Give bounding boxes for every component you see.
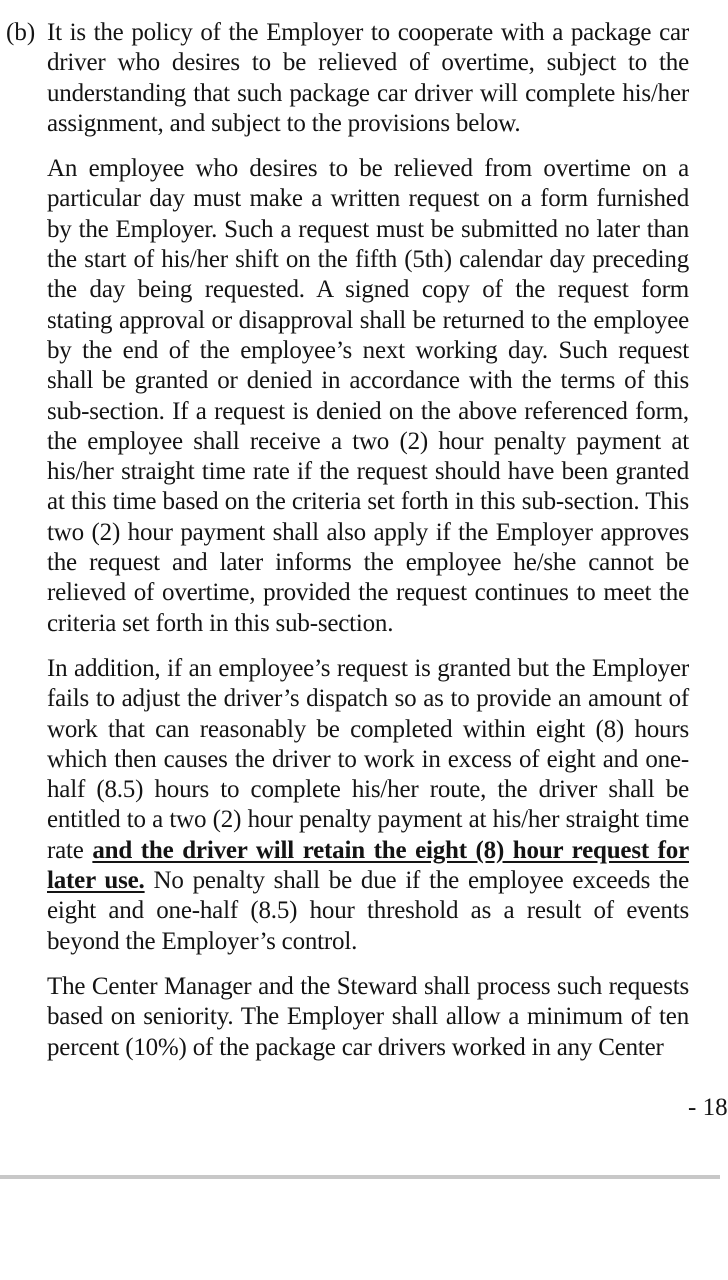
section-body <box>47 18 689 1078</box>
paragraph-seniority: The Center Manager and the Steward shall process such requests based on seniority. The Employer shall allow a minimum of ten percent (10%) of the package car drivers worked in any Center <box>47 972 689 1061</box>
paragraph-request-procedure: An employee who desires to be relieved from overtime on a particular day must make a written request on a form furnished by the Employer. Such a request must be submitted no later than the start of his/her shift on the fifth (5th) calendar day preceding the day being requested. A signed copy of the request form stating approval or disapproval shall be returned to the employee by the end of the employee’s next working day. Such request shall be granted or denied in accordance with the terms of this sub-section. If a request is denied on the above referenced form, the employee shall receive a two (2) hour penalty payment at his/her straight time rate if the request should have been granted at this time based on the criteria set forth in this sub-section. This two (2) hour payment shall also apply if the Employer approves the request and later informs the employee he/she cannot be relieved of overtime, provided the request continues to meet the criteria set forth in this sub-section. <box>47 155 689 637</box>
section-marker: (b) <box>6 19 36 46</box>
paragraph-policy: It is the policy of the Employer to cooperate with a package car driver who desires to be relieved of overtime, subject to the understanding that such package car driver will complete his/her assignment, and subject to the provisions below. <box>47 19 689 137</box>
viewer-blank-area <box>0 1179 720 1280</box>
emphasized-clause: and the driver will retain the eight (8) hour request for later use. <box>47 836 689 895</box>
previous-line-fragment <box>60 0 620 2</box>
paragraph-penalty-tail: No penalty shall be due if the employee exceeds the eight and one-half (8.5) hour threshold as a result of events beyond the Employer’s control. <box>47 867 689 955</box>
paragraph-penalty <box>47 654 689 957</box>
paragraph-penalty-text: In addition, if an employee’s request is granted but the Employer fails to adjust the driver’s dispatch so as to provide an amount of work that can reasonably be completed within eight (8) hours which then causes the driver to work in excess of eight and one-half (8.5) hours to complete his/her route, the driver shall be entitled to a two (2) hour penalty payment at his/her straight time rate <box>47 654 689 864</box>
page-number: - 18 <box>688 1094 728 1121</box>
